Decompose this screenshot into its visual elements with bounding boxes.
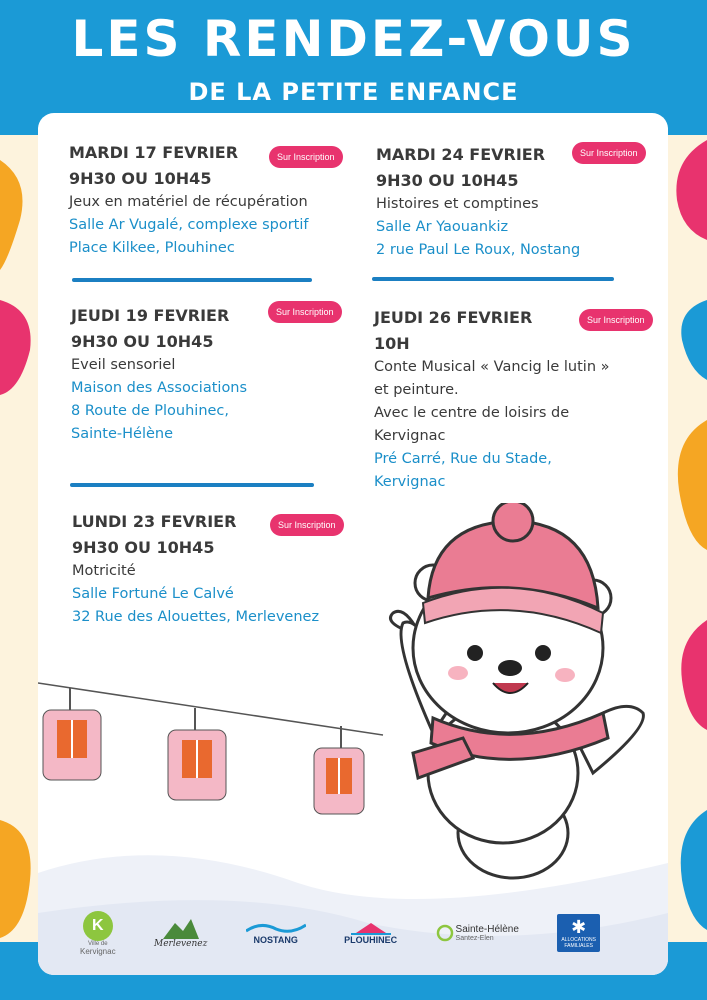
event-place: Salle Fortuné Le Calvé bbox=[72, 586, 234, 602]
mountain-icon bbox=[163, 917, 199, 939]
event-activity: Kervignac bbox=[374, 428, 446, 444]
cable-car-illustration bbox=[38, 673, 398, 823]
decor-blob-right bbox=[667, 140, 707, 560]
event-place: Place Kilkee, Plouhinec bbox=[69, 240, 235, 256]
circle-swirl-icon bbox=[436, 924, 454, 942]
schedule-card bbox=[38, 113, 668, 975]
event-date: JEUDI 19 FEVRIER bbox=[71, 306, 230, 325]
logo-caf bbox=[557, 914, 600, 952]
partner-logos bbox=[80, 903, 600, 963]
logo-name: NOSTANG bbox=[253, 935, 298, 945]
event-time: 9H30 OU 10H45 bbox=[376, 171, 519, 190]
caf-line2: FAMILIALES bbox=[564, 943, 593, 949]
logo-sub: Santez-Elen bbox=[455, 935, 494, 942]
event-date: JEUDI 26 FEVRIER bbox=[374, 308, 533, 327]
event-activity: Eveil sensoriel bbox=[71, 357, 176, 373]
event-place: Maison des Associations bbox=[71, 380, 248, 396]
section-divider bbox=[70, 483, 314, 487]
snowflake-icon: ✱ bbox=[571, 917, 587, 937]
logo-name: Merlevenez bbox=[153, 939, 208, 949]
decor-blob-left bbox=[0, 160, 40, 400]
decor-blob-bottom-right bbox=[667, 620, 707, 940]
logo-name: PLOUHINEC bbox=[344, 935, 398, 945]
sail-icon bbox=[351, 921, 391, 935]
event-place: 2 rue Paul Le Roux, Nostang bbox=[376, 242, 581, 258]
event-place: 32 Rue des Alouettes, Merlevenez bbox=[72, 609, 320, 625]
event-date: MARDI 24 FEVRIER bbox=[376, 145, 546, 164]
event-place: 8 Route de Plouhinec, bbox=[71, 403, 230, 419]
event-date: MARDI 17 FEVRIER bbox=[69, 143, 239, 162]
decor-blob-bottom-left bbox=[0, 820, 40, 940]
inscription-badge[interactable]: Sur Inscription bbox=[270, 514, 344, 536]
logo-sainte-helene bbox=[436, 924, 519, 942]
logo-small-text: Ville de bbox=[88, 940, 108, 947]
event-jeudi-26 bbox=[374, 306, 654, 494]
page-title: LES RENDEZ-VOUS bbox=[71, 10, 636, 68]
logo-name: Sainte-Hélène bbox=[455, 924, 519, 935]
event-activity: et peinture. bbox=[374, 382, 459, 398]
kervignac-k-icon: K bbox=[83, 911, 113, 941]
event-activity: Conte Musical « Vancig le lutin » bbox=[374, 359, 610, 375]
event-place: Salle Ar Vugalé, complexe sportif bbox=[69, 217, 309, 233]
page-subtitle: DE LA PETITE ENFANCE bbox=[188, 78, 519, 106]
logo-nostang bbox=[246, 921, 306, 945]
caf-line1: ALLOCATIONS bbox=[561, 937, 596, 943]
section-divider bbox=[372, 277, 614, 281]
logo-text bbox=[456, 924, 519, 942]
event-place: Kervignac bbox=[374, 474, 446, 490]
logo-kervignac bbox=[80, 911, 116, 956]
event-time: 9H30 OU 10H45 bbox=[69, 169, 212, 188]
inscription-badge[interactable]: Sur Inscription bbox=[572, 142, 646, 164]
inscription-badge[interactable]: Sur Inscription bbox=[269, 146, 343, 168]
logo-merlevenez bbox=[154, 917, 207, 949]
event-date: LUNDI 23 FEVRIER bbox=[72, 512, 237, 531]
logo-name: Kervignac bbox=[80, 946, 116, 956]
inscription-badge[interactable]: Sur Inscription bbox=[579, 309, 653, 331]
event-time: 10H bbox=[374, 334, 410, 353]
event-time: 9H30 OU 10H45 bbox=[71, 332, 214, 351]
event-place: Pré Carré, Rue du Stade, bbox=[374, 451, 552, 467]
polar-bear-illustration bbox=[373, 503, 658, 893]
event-jeudi-19 bbox=[71, 304, 361, 446]
event-place: Sainte-Hélène bbox=[71, 426, 174, 442]
event-activity: Histoires et comptines bbox=[376, 196, 539, 212]
inscription-badge[interactable]: Sur Inscription bbox=[268, 301, 342, 323]
event-activity: Avec le centre de loisirs de bbox=[374, 405, 570, 421]
event-activity: Jeux en matériel de récupération bbox=[69, 194, 308, 210]
event-place: Salle Ar Yaouankiz bbox=[376, 219, 509, 235]
wave-icon bbox=[246, 921, 306, 935]
event-time: 9H30 OU 10H45 bbox=[72, 538, 215, 557]
section-divider bbox=[72, 278, 312, 282]
event-activity: Motricité bbox=[72, 563, 136, 579]
logo-plouhinec bbox=[344, 921, 397, 945]
